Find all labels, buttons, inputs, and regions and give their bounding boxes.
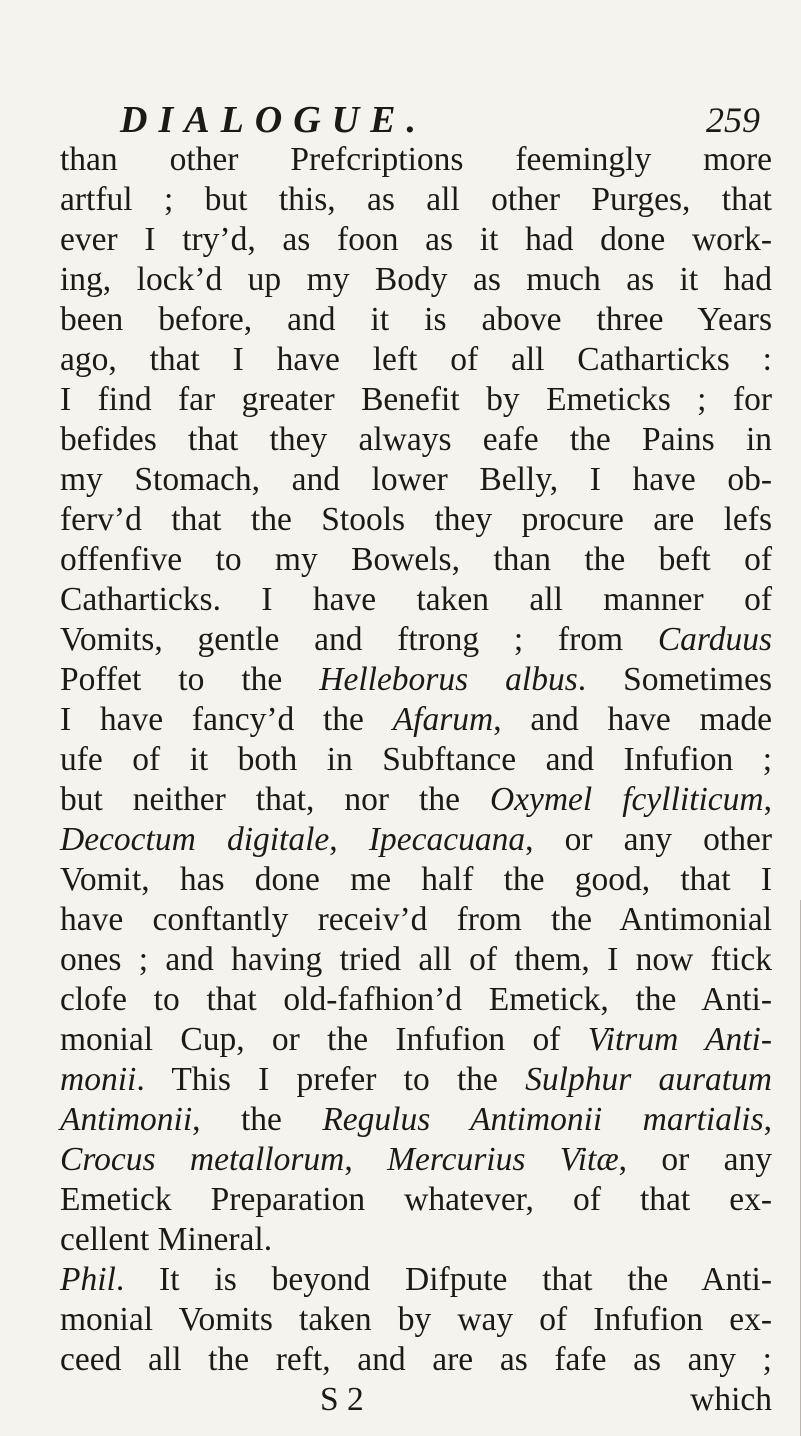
text-line: Emetick Preparation whatever, of that ex- bbox=[60, 1181, 772, 1218]
text-line: my Stomach, and lower Belly, I have ob- bbox=[60, 461, 772, 498]
text-line: than other Prefcriptions feemingly more bbox=[60, 141, 772, 178]
text-line: Poffet to the Helleborus albus. Sometimes bbox=[60, 661, 772, 698]
text-line: Crocus metallorum, Mercurius Vitæ, or any bbox=[60, 1141, 772, 1178]
text-line: ever I try’d, as foon as it had done work- bbox=[60, 221, 772, 258]
text-line: ago, that I have left of all Catharticks : bbox=[60, 341, 772, 378]
text-line: Catharticks. I have taken all manner of bbox=[60, 581, 772, 618]
running-head bbox=[100, 98, 760, 142]
text-line: ing, lock’d up my Body as much as it had bbox=[60, 261, 772, 298]
text-line: offenfive to my Bowels, than the beft of bbox=[60, 541, 772, 578]
page-number: 259 bbox=[706, 100, 760, 140]
text-line: Decoctum digitale, Ipecacuana, or any other bbox=[60, 821, 773, 858]
text-line: ufe of it both in Subftance and Infufion ; bbox=[60, 741, 772, 778]
text-line: Antimonii, the Regulus Antimonii martialis, bbox=[60, 1101, 772, 1138]
text-line: been before, and it is above three Years bbox=[60, 301, 772, 338]
text-line: I have fancy’d the Afarum, and have made bbox=[60, 701, 773, 738]
signature-mark: S 2 bbox=[320, 1381, 364, 1418]
text-line: but neither that, nor the Oxymel fcylliticum, bbox=[60, 781, 772, 818]
text-line: cellent Mineral. bbox=[60, 1221, 273, 1258]
text-line: monial Vomits taken by way of Infufion ex- bbox=[60, 1301, 772, 1338]
footer-line bbox=[60, 1380, 772, 1420]
text-line: artful ; but this, as all other Purges, that bbox=[60, 181, 772, 218]
text-line: ones ; and having tried all of them, I now ftick bbox=[60, 941, 772, 978]
text-line: ceed all the reft, and are as fafe as any ; bbox=[60, 1341, 772, 1378]
text-line: I find far greater Benefit by Emeticks ; for bbox=[60, 381, 772, 418]
text-line: Vomits, gentle and ftrong ; from Carduus bbox=[60, 621, 772, 658]
text-line: have conftantly receiv’d from the Antimonial bbox=[60, 901, 772, 938]
text-line: befides that they always eafe the Pains in bbox=[60, 421, 772, 458]
text-line: Phil. It is beyond Difpute that the Anti- bbox=[60, 1261, 772, 1298]
text-line: monial Cup, or the Infufion of Vitrum Anti- bbox=[60, 1021, 772, 1058]
body-text bbox=[60, 140, 772, 1420]
catchword: which bbox=[690, 1381, 772, 1418]
running-title: DIALOGUE. bbox=[120, 99, 427, 141]
text-line: ferv’d that the Stools they procure are lefs bbox=[60, 501, 772, 538]
text-line: clofe to that old-fafhion’d Emetick, the Anti- bbox=[60, 981, 772, 1018]
text-line: Vomit, has done me half the good, that I bbox=[60, 861, 772, 898]
text-line: monii. This I prefer to the Sulphur auratum bbox=[60, 1061, 773, 1098]
